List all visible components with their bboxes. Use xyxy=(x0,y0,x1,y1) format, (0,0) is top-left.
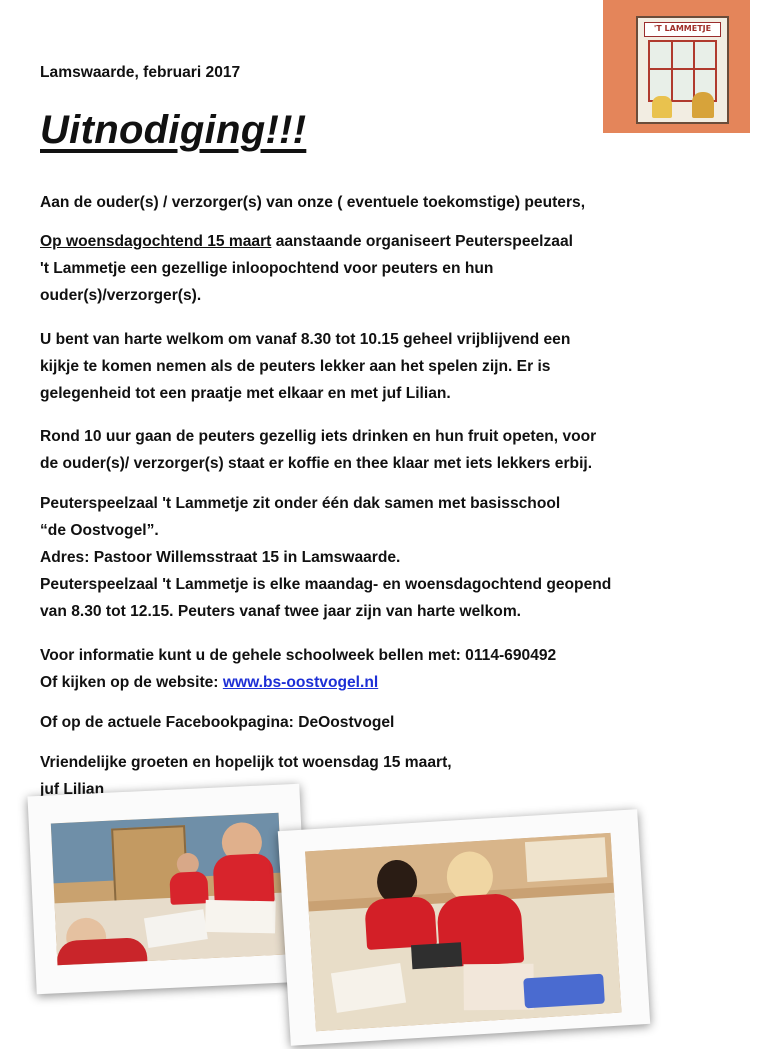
paragraph-intro-line1 xyxy=(40,229,573,256)
intro-text: aanstaande organiseert Peuterspeelzaal xyxy=(271,233,573,250)
paragraph-intro-line3: ouder(s)/verzorger(s). xyxy=(40,287,202,304)
opening-hours-line1: Peuterspeelzaal 't Lammetje is elke maandag- en woensdagochtend geopend xyxy=(40,576,612,593)
photo-children-painting-2 xyxy=(278,809,650,1046)
photo-image xyxy=(51,813,285,966)
address-line: Adres: Pastoor Willemsstraat 15 in Lamswaarde. xyxy=(40,549,401,566)
date-emphasis: Op woensdagochtend 15 maart xyxy=(40,233,272,250)
signature: juf Lilian xyxy=(40,781,105,798)
paragraph-snack-line1: Rond 10 uur gaan de peuters gezellig iets drinken en hun fruit opeten, voor xyxy=(40,428,597,445)
paragraph-location-line1: Peuterspeelzaal 't Lammetje zit onder één dak samen met basisschool xyxy=(40,495,561,512)
photo-children-painting-1 xyxy=(27,784,308,995)
photo-image xyxy=(305,833,621,1031)
date-line: Lamswaarde, februari 2017 xyxy=(40,64,241,81)
logo-picture xyxy=(636,16,729,124)
paragraph-welcome-line2: kijkje te komen nemen als de peuters lekker aan het spelen zijn. Er is xyxy=(40,358,551,375)
paragraph-welcome-line1: U bent van harte welkom om vanaf 8.30 tot 10.15 geheel vrijblijvend een xyxy=(40,331,571,348)
website-line xyxy=(40,670,378,697)
greeting: Aan de ouder(s) / verzorger(s) van onze ( eventuele toekomstige) peuters, xyxy=(40,194,586,211)
school-logo xyxy=(603,0,750,133)
closing-line: Vriendelijke groeten en hopelijk tot woensdag 15 maart, xyxy=(40,754,452,771)
website-link[interactable]: www.bs-oostvogel.nl xyxy=(222,674,379,691)
opening-hours-line2: van 8.30 tot 12.15. Peuters vanaf twee jaar zijn van harte welkom. xyxy=(40,603,522,620)
website-prefix: Of kijken op de website: xyxy=(40,674,223,691)
paragraph-intro-line2: 't Lammetje een gezellige inloopochtend voor peuters en hun xyxy=(40,260,494,277)
phone-line: Voor informatie kunt u de gehele schoolweek bellen met: 0114-690492 xyxy=(40,647,557,664)
paragraph-location-line2: “de Oostvogel”. xyxy=(40,522,159,539)
paragraph-snack-line2: de ouder(s)/ verzorger(s) staat er koffie en thee klaar met iets lekkers erbij. xyxy=(40,455,593,472)
paragraph-welcome-line3: gelegenheid tot een praatje met elkaar en met juf Lilian. xyxy=(40,385,451,402)
facebook-line: Of op de actuele Facebookpagina: DeOostvogel xyxy=(40,714,395,731)
page-title: Uitnodiging!!! xyxy=(40,108,307,152)
logo-title: 'T LAMMETJE xyxy=(644,22,721,37)
